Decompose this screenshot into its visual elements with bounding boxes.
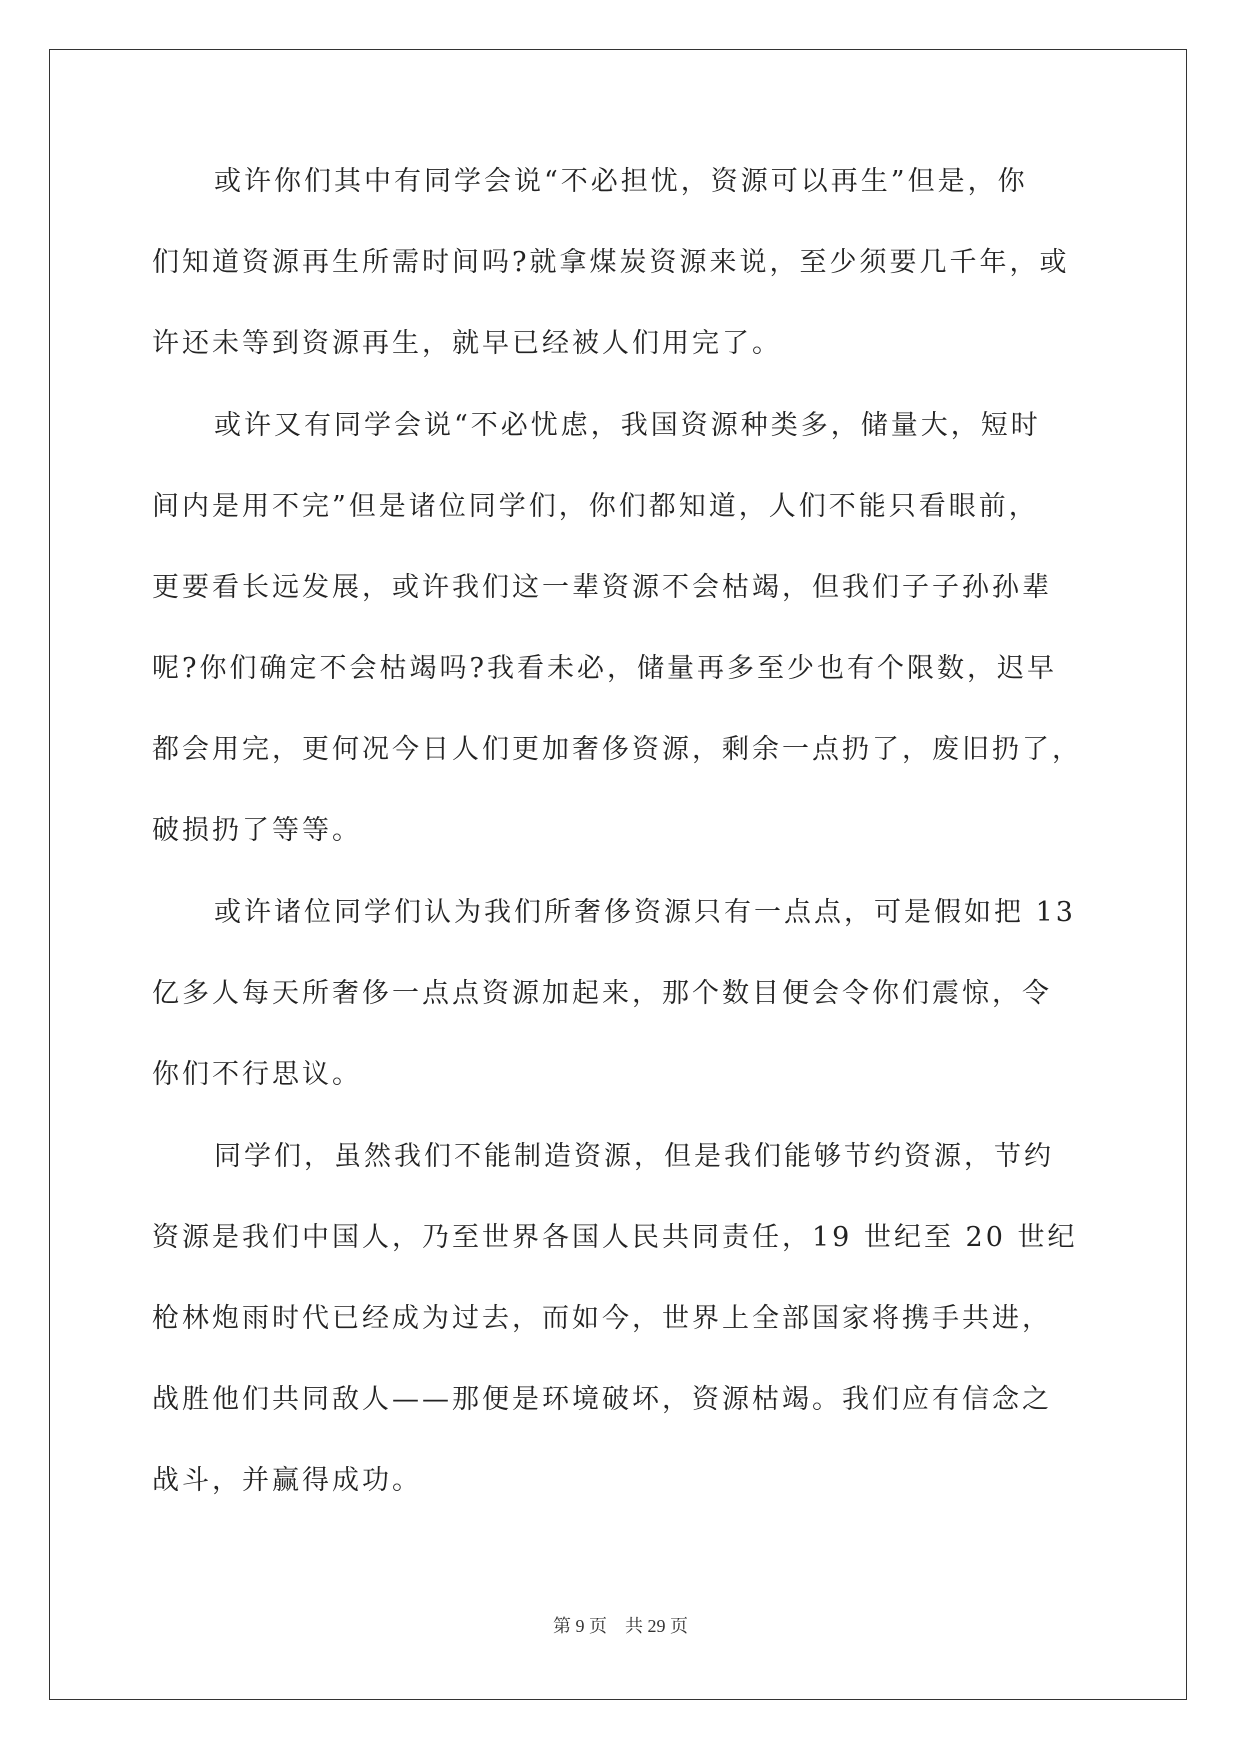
- page-footer: [0, 1612, 1241, 1638]
- page-number: 第 9 页: [553, 1616, 607, 1636]
- paragraph: [152, 1137, 1092, 1501]
- text-line: 许还未等到资源再生，就早已经被人们用完了。: [152, 328, 782, 359]
- text-line: 枪林炮雨时代已经成为过去，而如今，世界上全部国家将携手共进，: [152, 1303, 1052, 1334]
- text-line: 都会用完，更何况今日人们更加奢侈资源，剩余一点扔了，废旧扔了，: [152, 734, 1082, 765]
- text-line: 资源是我们中国人，乃至世界各国人民共同责任，19 世纪至 20 世纪: [152, 1222, 1078, 1253]
- text-line: 间内是用不完”但是诸位同学们，你们都知道，人们不能只看眼前，: [152, 491, 1039, 522]
- text-line: 战斗，并赢得成功。: [152, 1465, 422, 1496]
- text-line: 同学们，虽然我们不能制造资源，但是我们能够节约资源，节约: [214, 1141, 1054, 1172]
- text-line: 们知道资源再生所需时间吗?就拿煤炭资源来说，至少须要几千年，或: [152, 247, 1070, 278]
- text-line: 或许你们其中有同学会说“不必担忧，资源可以再生”但是，你: [214, 166, 1028, 197]
- document-body: [152, 162, 1092, 1501]
- text-line: 更要看长远发展，或许我们这一辈资源不会枯竭，但我们子子孙孙辈: [152, 572, 1052, 603]
- paragraph: [152, 893, 1092, 1095]
- text-line: 破损扔了等等。: [152, 815, 362, 846]
- paragraph: [152, 406, 1092, 851]
- text-line: 呢?你们确定不会枯竭吗?我看未必，储量再多至少也有个限数，迟早: [152, 653, 1057, 684]
- text-line: 战胜他们共同敌人——那便是环境破坏，资源枯竭。我们应有信念之: [152, 1384, 1052, 1415]
- page-total: 共 29 页: [625, 1616, 688, 1636]
- paragraph: [152, 162, 1092, 364]
- text-line: 亿多人每天所奢侈一点点资源加起来，那个数目便会令你们震惊，令: [152, 978, 1052, 1009]
- text-line: 或许又有同学会说“不必忧虑，我国资源种类多，储量大，短时: [214, 410, 1041, 441]
- text-line: 或许诸位同学们认为我们所奢侈资源只有一点点，可是假如把 13: [214, 897, 1076, 928]
- text-line: 你们不行思议。: [152, 1059, 362, 1090]
